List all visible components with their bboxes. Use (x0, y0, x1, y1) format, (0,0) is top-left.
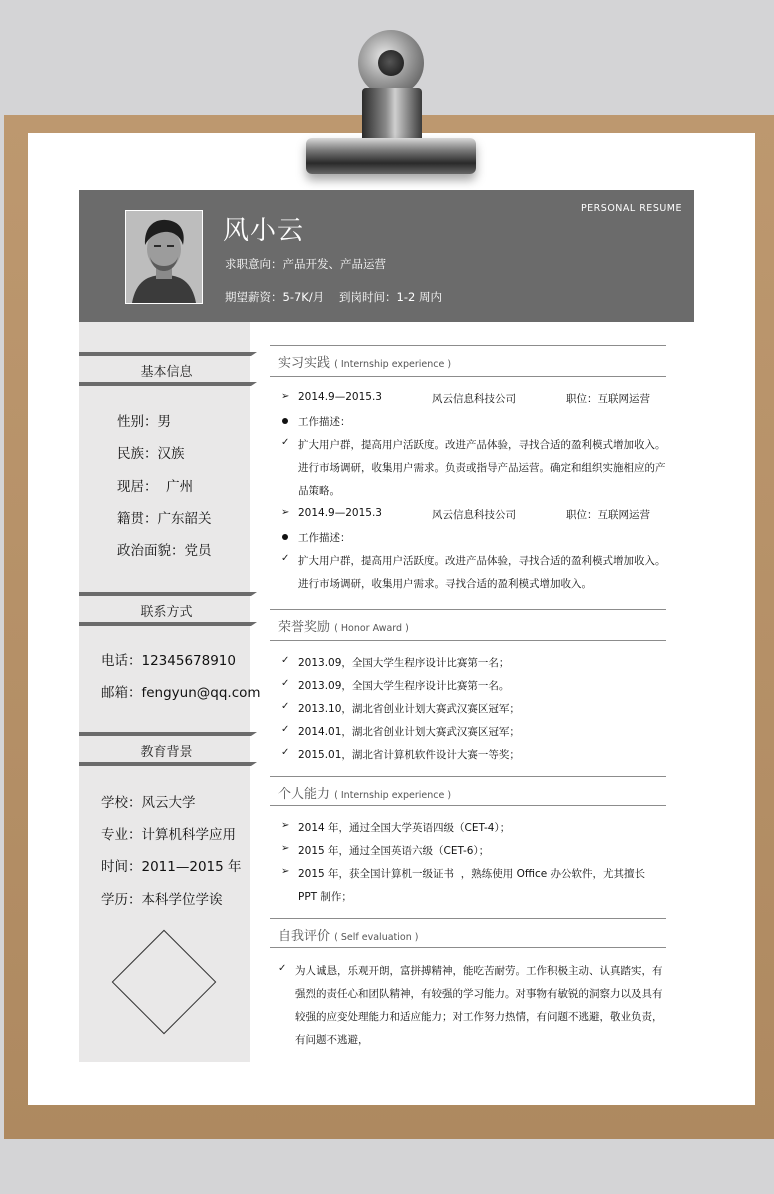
check-bullet-icon: ✓ (281, 678, 290, 689)
job-desc-line: 进行市场调研，收集用户需求。寻找合适的盈利模式增加收入。 (298, 578, 592, 590)
section-title-en: ( Self evaluation ) (334, 932, 419, 943)
section-title: 个人能力 (278, 787, 331, 802)
education-heading (79, 732, 254, 766)
edu-degree: 学历：本科学位学诶 (101, 892, 223, 908)
section-title: 联系方式 (140, 605, 193, 620)
section-title: 荣誉奖励 (278, 620, 331, 635)
info-hometown: 籍贯：广东韶关 (117, 511, 212, 527)
check-bullet-icon: ✓ (281, 701, 290, 712)
job-company: 风云信息科技公司 (432, 393, 516, 405)
section-title: 基本信息 (140, 365, 193, 380)
check-bullet-icon: ✓ (278, 963, 287, 974)
contact-phone: 电话：12345678910 (101, 653, 236, 669)
self-eval-line: 有问题不逃避， (295, 1034, 369, 1046)
honor-item: 2015.01，湖北省计算机软件设计大赛一等奖； (298, 749, 520, 761)
arrow-bullet-icon: ➢ (281, 866, 290, 877)
arrow-bullet-icon: ➢ (281, 507, 290, 518)
resume-tagline: PERSONAL RESUME (580, 203, 682, 214)
section-title-en: ( Internship experience ) (334, 790, 452, 801)
check-bullet-icon: ✓ (281, 747, 290, 758)
job-position: 职位：互联网运营 (566, 393, 650, 405)
check-bullet-icon: ✓ (281, 724, 290, 735)
arrow-bullet-icon: ➢ (281, 391, 290, 402)
job-company: 风云信息科技公司 (432, 509, 516, 521)
self-eval-line: 强烈的责任心和团队精神，有较强的学习能力。对事物有敏锐的洞察力以及具有 (295, 988, 663, 1000)
job-position: 职位：互联网运营 (566, 509, 650, 521)
check-bullet-icon: ✓ (281, 553, 290, 564)
basic-info-heading (79, 352, 254, 386)
honor-section-header (270, 609, 666, 641)
internship-section-header (270, 345, 666, 377)
edu-school: 学校：风云大学 (101, 795, 196, 811)
job-desc-line: 扩大用户群，提高用户活跃度。改进产品体验，寻找合适的盈利模式增加收入。 (298, 555, 666, 567)
ability-item: 2015 年，通过全国英语六级（CET-6）； (298, 845, 490, 857)
job-desc-label: 工作描述： (298, 532, 351, 544)
job-desc-line: 扩大用户群，提高用户活跃度。改进产品体验，寻找合适的盈利模式增加收入。 (298, 439, 666, 451)
check-bullet-icon: ✓ (281, 437, 290, 448)
info-gender: 性别：男 (117, 414, 171, 430)
edu-major: 专业：计算机科学应用 (101, 827, 236, 843)
edu-period: 时间：2011—2015 年 (101, 859, 242, 875)
arrival-time: 到岗时间：1-2 周内 (339, 290, 442, 304)
info-residence: 现居： 广州 (117, 479, 194, 495)
dot-bullet-icon (282, 418, 288, 424)
job-period: 2014.9—2015.3 (298, 391, 382, 403)
ability-item: 2015 年，获全国计算机一级证书 ，熟练使用 Office 办公软件，尤其擅长 (298, 868, 646, 880)
arrow-bullet-icon: ➢ (281, 843, 290, 854)
honor-item: 2013.09，全国大学生程序设计比赛第一名。 (298, 680, 510, 692)
honor-item: 2014.01，湖北省创业计划大赛武汉赛区冠军； (298, 726, 520, 738)
check-bullet-icon: ✓ (281, 655, 290, 666)
self-eval-line: 较强的应变处理能力和适应能力；对工作努力热情，有问题不逃避，敬业负责， (295, 1011, 663, 1023)
job-desc-label: 工作描述： (298, 416, 351, 428)
ability-item: 2014 年，通过全国大学英语四级（CET-4）； (298, 822, 511, 834)
self-eval-section-header (270, 918, 666, 948)
avatar (125, 210, 203, 304)
section-title: 教育背景 (140, 745, 193, 760)
arrow-bullet-icon: ➢ (281, 820, 290, 831)
job-desc-line: 进行市场调研，收集用户需求。负责或指导产品运营。确定和组织实施相应的产 (298, 462, 666, 474)
ability-section-header (270, 776, 666, 806)
section-title-en: ( Honor Award ) (334, 623, 409, 634)
ability-item-continuation: PPT 制作； (298, 891, 352, 903)
binder-clip (300, 30, 478, 178)
job-period: 2014.9—2015.3 (298, 507, 382, 519)
section-title: 实习实践 (278, 356, 331, 371)
section-title: 自我评价 (278, 929, 331, 944)
candidate-name: 风小云 (223, 216, 305, 246)
honor-item: 2013.10，湖北省创业计划大赛武汉赛区冠军； (298, 703, 520, 715)
info-political: 政治面貌：党员 (117, 543, 212, 559)
resume-header (79, 190, 694, 322)
self-eval-line: 为人诚恳，乐观开朗，富拼搏精神，能吃苦耐劳。工作积极主动、认真踏实，有 (295, 965, 663, 977)
job-intent: 求职意向：产品开发、产品运营 (225, 257, 386, 271)
expected-salary: 期望薪资：5-7K/月 (225, 290, 325, 304)
contact-email: 邮箱：fengyun@qq.com (101, 685, 261, 701)
honor-item: 2013.09，全国大学生程序设计比赛第一名； (298, 657, 510, 669)
diamond-decoration (112, 930, 217, 1035)
info-ethnicity: 民族：汉族 (117, 446, 185, 462)
dot-bullet-icon (282, 534, 288, 540)
contact-heading (79, 592, 254, 626)
section-title-en: ( Internship experience ) (334, 359, 452, 370)
job-desc-line: 品策略。 (298, 485, 340, 497)
sidebar (79, 322, 261, 1062)
